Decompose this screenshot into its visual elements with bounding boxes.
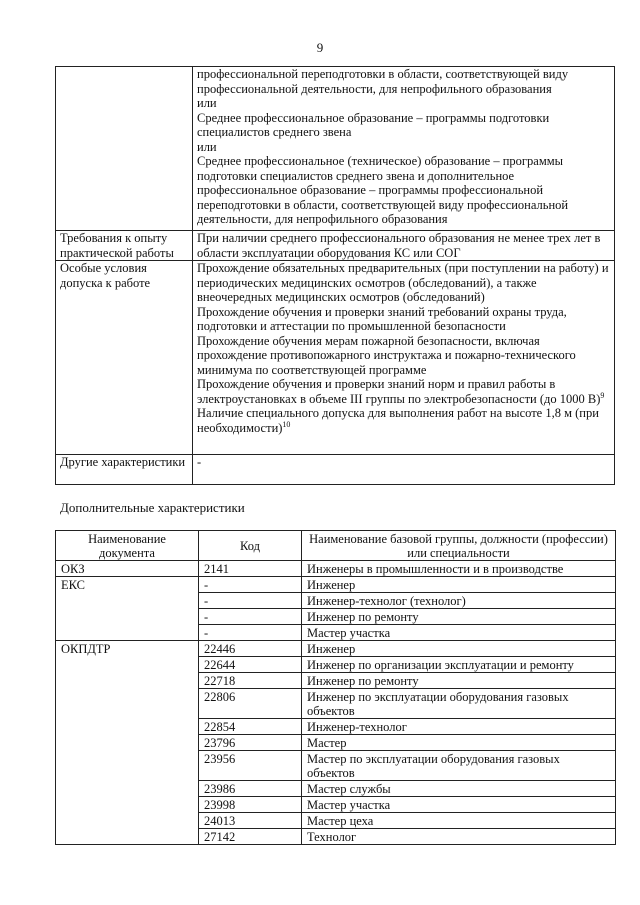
position-name-cell: Инженер по эксплуатации оборудования газовых объектов (302, 689, 616, 719)
content-line: - (197, 455, 202, 469)
position-name-cell: Мастер (302, 735, 616, 751)
row-label: Требования к опыту практической работы (56, 231, 193, 261)
table-row (56, 561, 616, 577)
position-name-cell: Мастер цеха (302, 813, 616, 829)
position-name-cell: Мастер службы (302, 781, 616, 797)
content-line: Среднее профессиональное образование – программы подготовки специалистов среднего звена (197, 110, 550, 139)
row-content (193, 231, 615, 261)
code-cell: 23986 (199, 781, 302, 797)
row-content (193, 67, 615, 231)
code-cell: 22718 (199, 673, 302, 689)
additional-characteristics-table (55, 530, 616, 845)
document-name: ЕКС (56, 577, 199, 641)
qualification-requirements-table (55, 66, 615, 485)
page-number: 9 (316, 40, 324, 55)
table-row (56, 641, 616, 657)
column-header: Наименование документа (56, 531, 199, 561)
code-cell: 22644 (199, 657, 302, 673)
row-content (193, 261, 615, 455)
content-line-with-footnote (197, 406, 610, 435)
code-cell: 22446 (199, 641, 302, 657)
document-name: ОКЗ (56, 561, 199, 577)
footnote-ref: 10 (282, 419, 291, 429)
position-name-cell: Инженер-технолог (технолог) (302, 593, 616, 609)
code-cell: 24013 (199, 813, 302, 829)
content-line: При наличии среднего профессионального образования не менее трех лет в области эксплуатации оборудования КС или СОГ (197, 231, 601, 260)
position-name-cell: Инженер-технолог (302, 719, 616, 735)
column-header: Наименование базовой группы, должности (профессии) или специальности (302, 531, 616, 561)
section-title: Дополнительные характеристики (60, 500, 245, 515)
code-cell: 22854 (199, 719, 302, 735)
code-cell: 22806 (199, 689, 302, 719)
position-name-cell: Инженеры в промышленности и в производстве (302, 561, 616, 577)
position-name-cell: Мастер участка (302, 797, 616, 813)
document-name: ОКПДТР (56, 641, 199, 845)
content-line: Наличие специального допуска для выполнения работ на высоте 1,8 м (при необходимости) (197, 406, 599, 435)
code-cell: 2141 (199, 561, 302, 577)
position-name-cell: Мастер участка (302, 625, 616, 641)
content-line: профессиональной переподготовки в области, соответствующей виду профессиональной деятельности, для непрофильного образования (197, 67, 569, 96)
footnote-ref: 9 (600, 390, 605, 400)
content-line: Среднее профессиональное (техническое) образование – программы подготовки специалистов среднего звена и дополнительное профессиональное образование – программы профессиональной переподготовки в области, соответствующей виду профессиональной деятельности, для непрофильного образования (197, 154, 569, 226)
table-row (56, 231, 615, 261)
content-line: Прохождение обучения и проверки знаний требований охраны труда, подготовки и аттестации по промышленной безопасности (197, 304, 567, 333)
content-line: Прохождение обучения мерам пожарной безопасности, включая прохождение противопожарного инструктажа и пожарно-технического минимума по соответствующей программе (197, 333, 576, 377)
code-cell: 23998 (199, 797, 302, 813)
content-line: Прохождение обучения и проверки знаний норм и правил работы в электроустановках в объеме III группы по электробезопасности (до 1000 В) (197, 377, 601, 406)
position-name-cell: Мастер по эксплуатации оборудования газовых объектов (302, 751, 616, 781)
row-label (56, 67, 193, 231)
content-line: или (197, 96, 217, 110)
code-cell: - (199, 577, 302, 593)
row-content (193, 455, 615, 485)
position-name-cell: Инженер по организации эксплуатации и ремонту (302, 657, 616, 673)
column-header: Код (199, 531, 302, 561)
table-row (56, 261, 615, 455)
table-body (56, 561, 616, 845)
content-line-with-footnote (197, 377, 610, 406)
position-name-cell: Инженер (302, 577, 616, 593)
position-name-cell: Инженер по ремонту (302, 673, 616, 689)
row-label: Особые условия допуска к работе (56, 261, 193, 455)
position-name-cell: Инженер по ремонту (302, 609, 616, 625)
code-cell: - (199, 593, 302, 609)
code-cell: 23956 (199, 751, 302, 781)
position-name-cell: Технолог (302, 829, 616, 845)
header-row (56, 531, 616, 561)
position-name-cell: Инженер (302, 641, 616, 657)
code-cell: 27142 (199, 829, 302, 845)
table-row (56, 577, 616, 593)
content-line: или (197, 139, 217, 154)
table-row (56, 67, 615, 231)
code-cell: 23796 (199, 735, 302, 751)
table-row (56, 455, 615, 485)
code-cell: - (199, 609, 302, 625)
code-cell: - (199, 625, 302, 641)
row-label: Другие характеристики (56, 455, 193, 485)
content-line: Прохождение обязательных предварительных (при поступлении на работу) и периодических медицинских осмотров (обследований), а также внеочередных медицинских осмотров (обследований) (197, 261, 609, 304)
